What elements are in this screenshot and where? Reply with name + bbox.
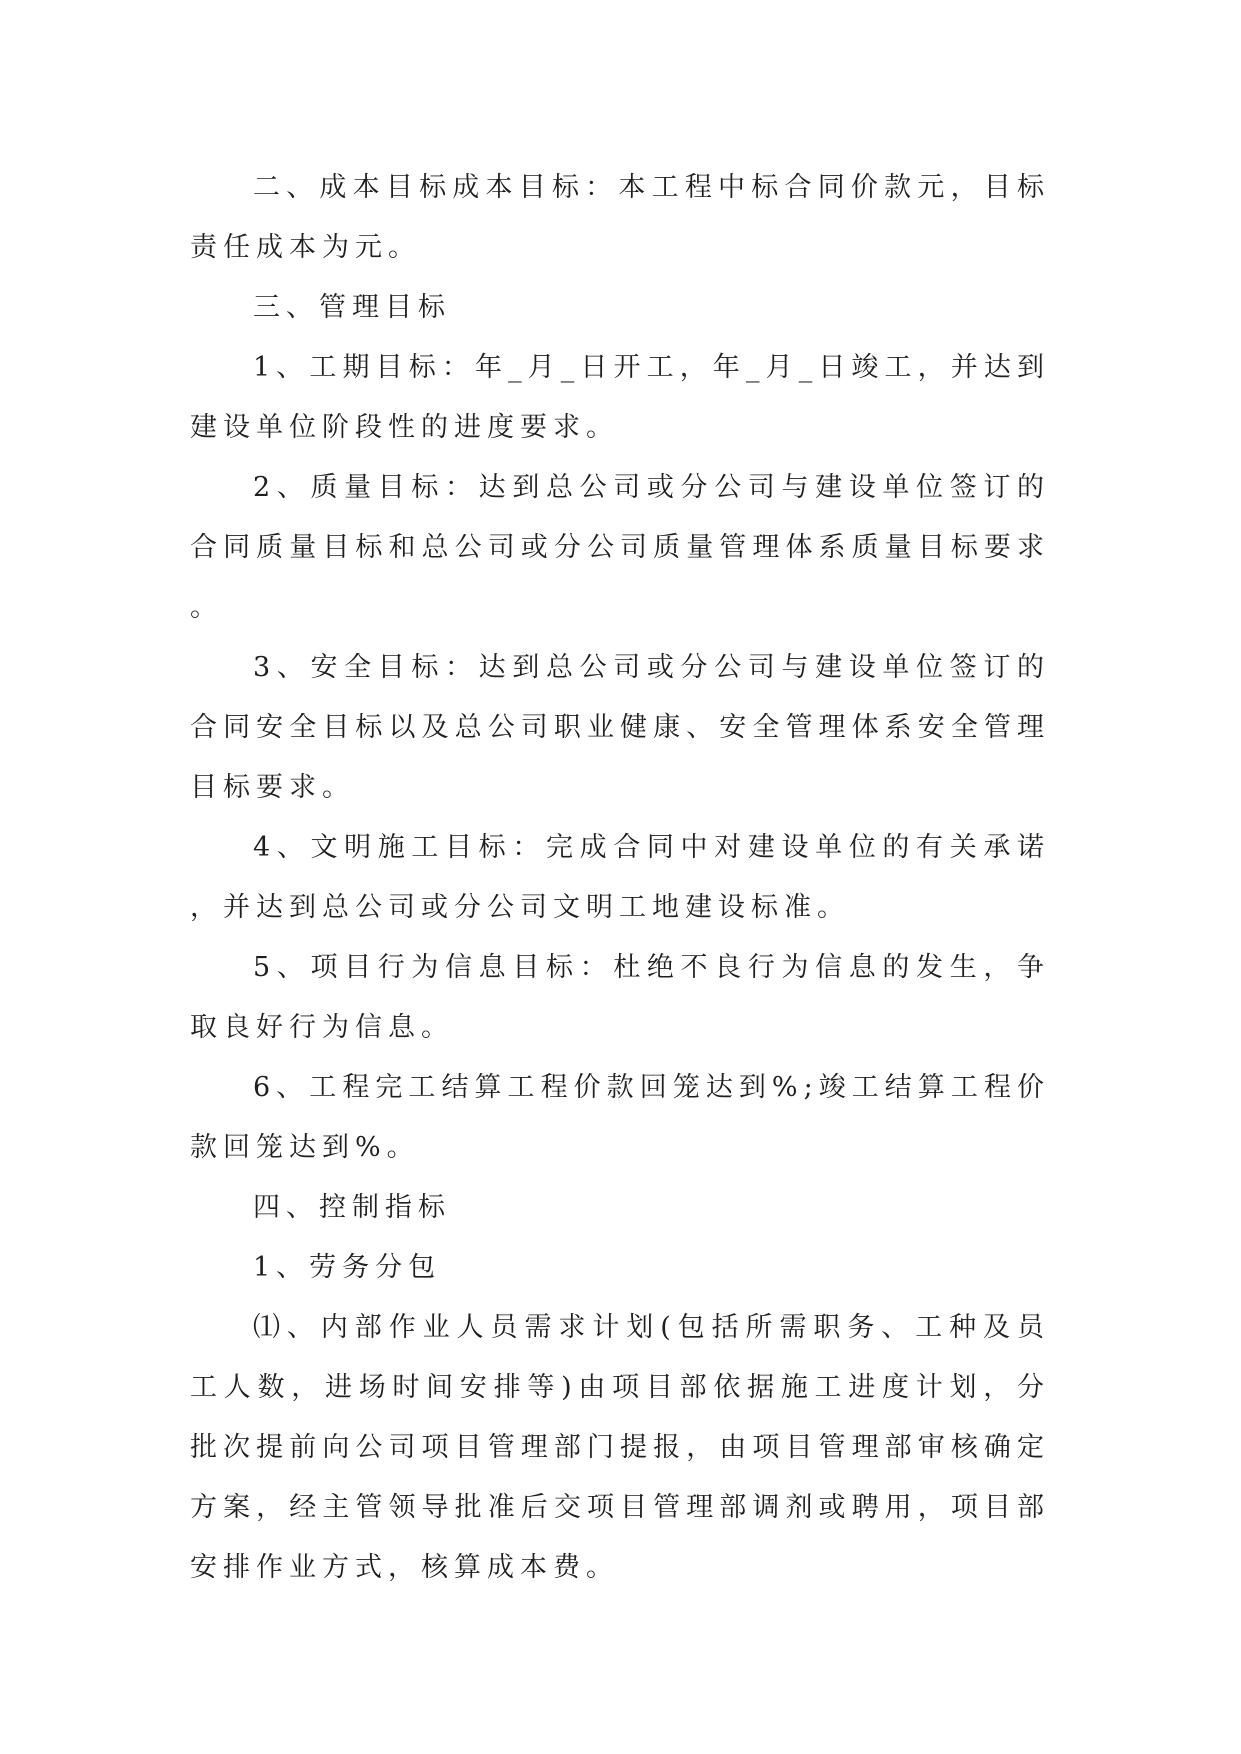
heading-labor-subcontracting: 1、劳务分包: [253, 1252, 442, 1283]
heading-control-indicators: 四、控制指标: [253, 1192, 451, 1223]
heading-management-targets: 三、管理目标: [253, 292, 451, 323]
paragraph-behavior-info-target: 5、项目行为信息目标：杜绝不良行为信息的发生，争取良好行为信息。: [190, 952, 1050, 1043]
document-body: [190, 158, 1050, 1598]
paragraph-cost-target: 二、成本目标成本目标：本工程中标合同价款元，目标责任成本为元。: [190, 172, 1050, 263]
paragraph-schedule-target: 1、工期目标：年_月_日开工，年_月_日竣工，并达到建设单位阶段性的进度要求。: [190, 352, 1050, 443]
paragraph-civilized-construction-target: 4、文明施工目标：完成合同中对建设单位的有关承诺，并达到总公司或分公司文明工地建设标准。: [190, 832, 1050, 923]
paragraph-safety-target: 3、安全目标：达到总公司或分公司与建设单位签订的合同安全目标以及总公司职业健康、安全管理体系安全管理目标要求。: [190, 652, 1050, 803]
paragraph-quality-target: 2、质量目标：达到总公司或分公司与建设单位签订的合同质量目标和总公司或分公司质量管理体系质量目标要求。: [190, 472, 1050, 623]
paragraph-payment-collection-target: 6、工程完工结算工程价款回笼达到%;竣工结算工程价款回笼达到%。: [190, 1072, 1050, 1163]
paragraph-internal-staffing-plan: ⑴、内部作业人员需求计划(包括所需职务、工种及员工人数，进场时间安排等)由项目部依据施工进度计划，分批次提前向公司项目管理部门提报，由项目管理部审核确定方案，经主管领导批准后交项目管理部调剂或聘用，项目部安排作业方式，核算成本费。: [190, 1312, 1050, 1583]
